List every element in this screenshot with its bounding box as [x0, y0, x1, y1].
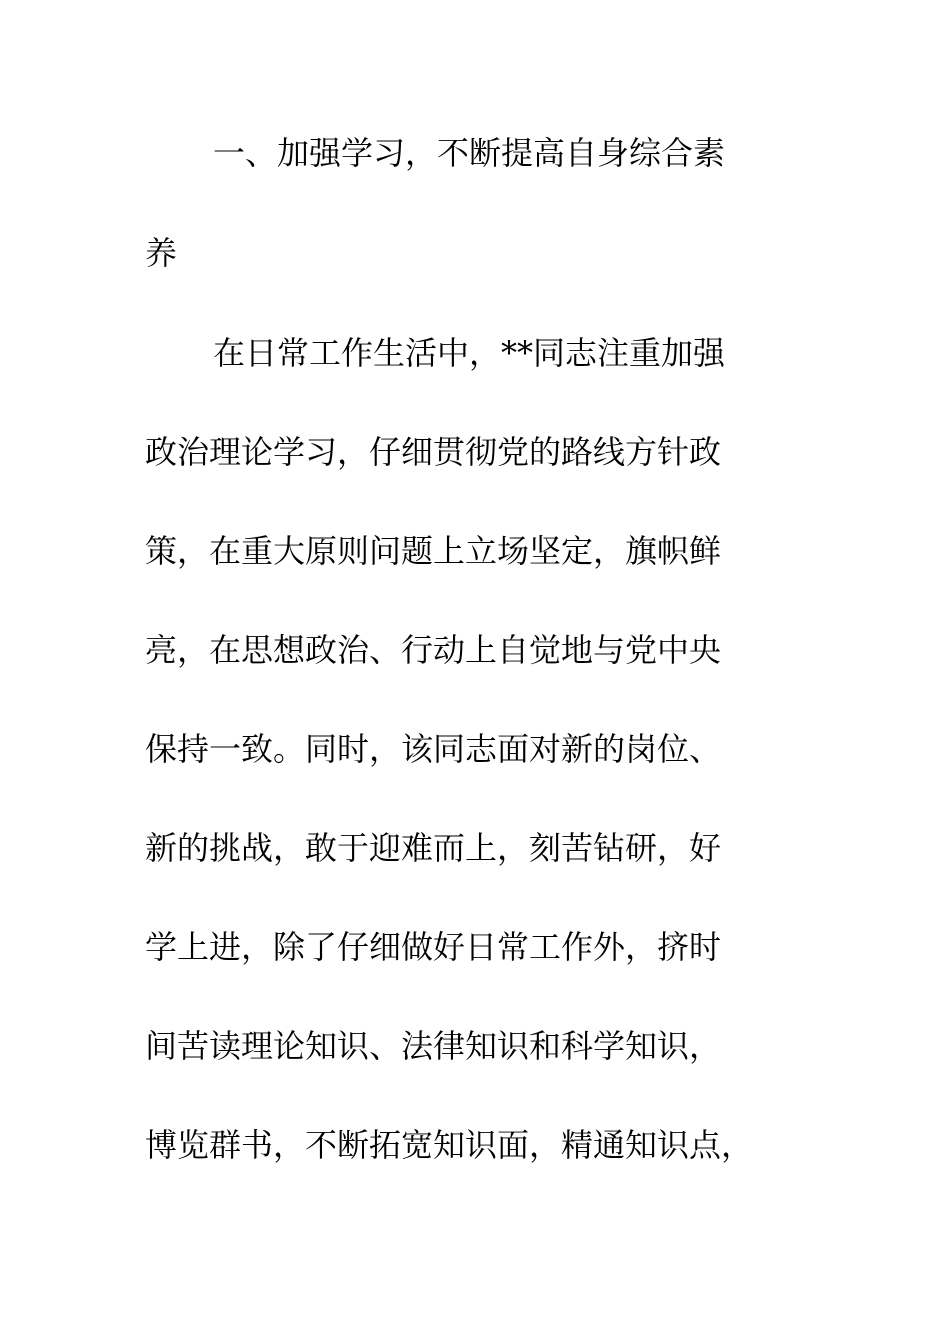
paragraph-line-3: 策，在重大原则问题上立场坚定，旗帜鲜	[145, 532, 722, 570]
section-heading-line-2: 养	[145, 234, 178, 272]
paragraph-line-7: 学上进，除了仔细做好日常工作外，挤时	[145, 928, 722, 966]
paragraph-line-2: 政治理论学习，仔细贯彻党的路线方针政	[145, 433, 722, 471]
paragraph-line-8: 间苦读理论知识、法律知识和科学知识，	[145, 1027, 722, 1065]
paragraph-line-9: 博览群书，不断拓宽知识面，精通知识点，	[145, 1126, 754, 1164]
paragraph-line-6: 新的挑战，敢于迎难而上，刻苦钻研，好	[145, 829, 722, 867]
section-heading-line-1: 一、加强学习，不断提高自身综合素	[213, 134, 726, 172]
paragraph-line-4: 亮，在思想政治、行动上自觉地与党中央	[145, 631, 722, 669]
paragraph-line-5: 保持一致。同时，该同志面对新的岗位、	[145, 730, 722, 768]
paragraph-line-1: 在日常工作生活中，**同志注重加强	[213, 334, 726, 372]
